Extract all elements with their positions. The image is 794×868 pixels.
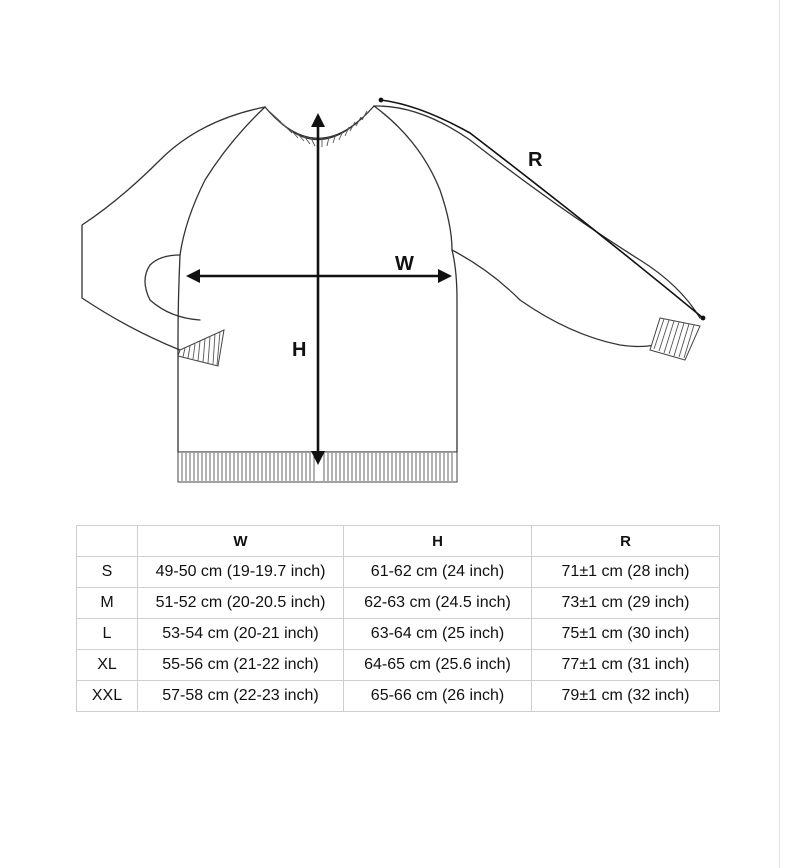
table-row bbox=[77, 557, 720, 588]
r-cell: 71±1 cm (28 inch) bbox=[532, 557, 720, 588]
table-header-h: H bbox=[344, 526, 532, 557]
r-cell: 73±1 cm (29 inch) bbox=[532, 588, 720, 619]
w-cell: 51-52 cm (20-20.5 inch) bbox=[138, 588, 344, 619]
table-row bbox=[77, 619, 720, 650]
h-cell: 61-62 cm (24 inch) bbox=[344, 557, 532, 588]
size-cell: L bbox=[77, 619, 138, 650]
table-header-r: R bbox=[532, 526, 720, 557]
size-cell: M bbox=[77, 588, 138, 619]
height-arrow-top bbox=[311, 113, 325, 127]
size-cell: S bbox=[77, 557, 138, 588]
w-cell: 57-58 cm (22-23 inch) bbox=[138, 681, 344, 712]
raglan-measure-line bbox=[381, 100, 703, 318]
table-header-w: W bbox=[138, 526, 344, 557]
table-header-row bbox=[77, 526, 720, 557]
right-sleeve-inner bbox=[452, 250, 655, 347]
raglan-measure-start bbox=[379, 98, 384, 103]
table-row bbox=[77, 650, 720, 681]
h-cell: 64-65 cm (25.6 inch) bbox=[344, 650, 532, 681]
width-arrow-left bbox=[186, 269, 200, 283]
left-sleeve-inner bbox=[145, 255, 200, 320]
right-sleeve-outer bbox=[374, 106, 700, 318]
h-cell: 63-64 cm (25 inch) bbox=[344, 619, 532, 650]
table-row bbox=[77, 681, 720, 712]
left-sleeve-outer bbox=[82, 107, 265, 350]
size-cell: XL bbox=[77, 650, 138, 681]
left-raglan-seam bbox=[180, 107, 265, 255]
height-label: H bbox=[292, 339, 307, 361]
table-row bbox=[77, 588, 720, 619]
size-cell: XXL bbox=[77, 681, 138, 712]
w-cell: 49-50 cm (19-19.7 inch) bbox=[138, 557, 344, 588]
w-cell: 53-54 cm (20-21 inch) bbox=[138, 619, 344, 650]
table-header-corner bbox=[77, 526, 138, 557]
h-cell: 62-63 cm (24.5 inch) bbox=[344, 588, 532, 619]
raglan-measure-end bbox=[701, 316, 706, 321]
w-cell: 55-56 cm (21-22 inch) bbox=[138, 650, 344, 681]
r-cell: 79±1 cm (32 inch) bbox=[532, 681, 720, 712]
r-cell: 75±1 cm (30 inch) bbox=[532, 619, 720, 650]
width-label: W bbox=[395, 253, 414, 275]
raglan-label: R bbox=[528, 149, 543, 171]
r-cell: 77±1 cm (31 inch) bbox=[532, 650, 720, 681]
width-arrow-right bbox=[438, 269, 452, 283]
size-chart-table bbox=[76, 525, 720, 712]
h-cell: 65-66 cm (26 inch) bbox=[344, 681, 532, 712]
right-raglan-seam bbox=[374, 106, 452, 250]
